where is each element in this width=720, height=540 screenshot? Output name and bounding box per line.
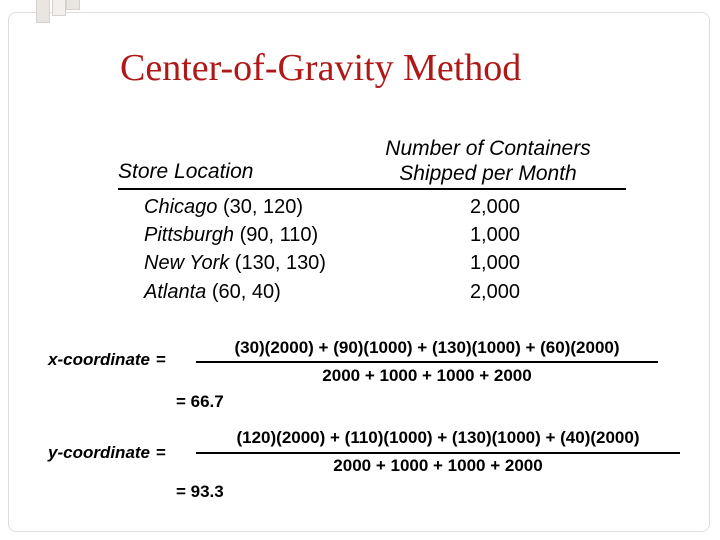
x-fraction-bar <box>196 361 658 363</box>
decorative-tab <box>66 0 80 10</box>
table-row <box>0 281 720 307</box>
city-name: Chicago <box>144 196 218 218</box>
containers-cell: 1,000 <box>469 224 520 246</box>
containers-cell: 1,000 <box>469 252 520 274</box>
store-cell <box>144 224 318 247</box>
city-coords: (90, 110) <box>239 224 319 246</box>
y-fraction-bar <box>196 452 680 454</box>
containers-cell: 2,000 <box>469 196 520 218</box>
table-header-rule <box>118 188 626 190</box>
x-numerator: (30)(2000) + (90)(1000) + (130)(1000) + (60)(2000) <box>234 338 620 357</box>
y-coordinate-label <box>48 443 166 463</box>
header-store-location: Store Location <box>118 160 254 183</box>
containers-cell: 2,000 <box>469 281 520 303</box>
city-name: Pittsburgh <box>144 224 235 246</box>
city-coords: (130, 130) <box>234 252 326 274</box>
city-name: Atlanta <box>144 281 207 303</box>
equals-sign: = <box>156 350 166 369</box>
city-name: New York <box>144 252 230 274</box>
x-label-text: x-coordinate <box>48 350 151 369</box>
decorative-tab <box>36 0 50 23</box>
y-denominator: 2000 + 1000 + 1000 + 2000 <box>333 456 543 475</box>
store-cell <box>144 281 281 304</box>
store-cell <box>144 252 326 275</box>
x-result: = 66.7 <box>176 392 224 411</box>
header-containers-line1: Number of Containers <box>385 137 591 160</box>
header-containers-line2: Shipped per Month <box>399 162 577 185</box>
equals-sign: = <box>156 443 166 462</box>
y-numerator: (120)(2000) + (110)(1000) + (130)(1000) + (40)(2000) <box>236 428 640 447</box>
y-label-text: y-coordinate <box>48 443 151 462</box>
table-row <box>0 252 720 278</box>
x-coordinate-label <box>48 350 166 370</box>
x-denominator: 2000 + 1000 + 1000 + 2000 <box>322 366 532 385</box>
slide-title: Center-of-Gravity Method <box>120 47 522 89</box>
city-coords: (60, 40) <box>211 281 281 303</box>
decorative-tab <box>52 0 66 16</box>
table-row <box>0 224 720 250</box>
header-containers <box>360 136 616 186</box>
store-cell <box>144 196 303 219</box>
y-result: = 93.3 <box>176 482 224 501</box>
city-coords: (30, 120) <box>222 196 304 218</box>
table-row <box>0 196 720 222</box>
